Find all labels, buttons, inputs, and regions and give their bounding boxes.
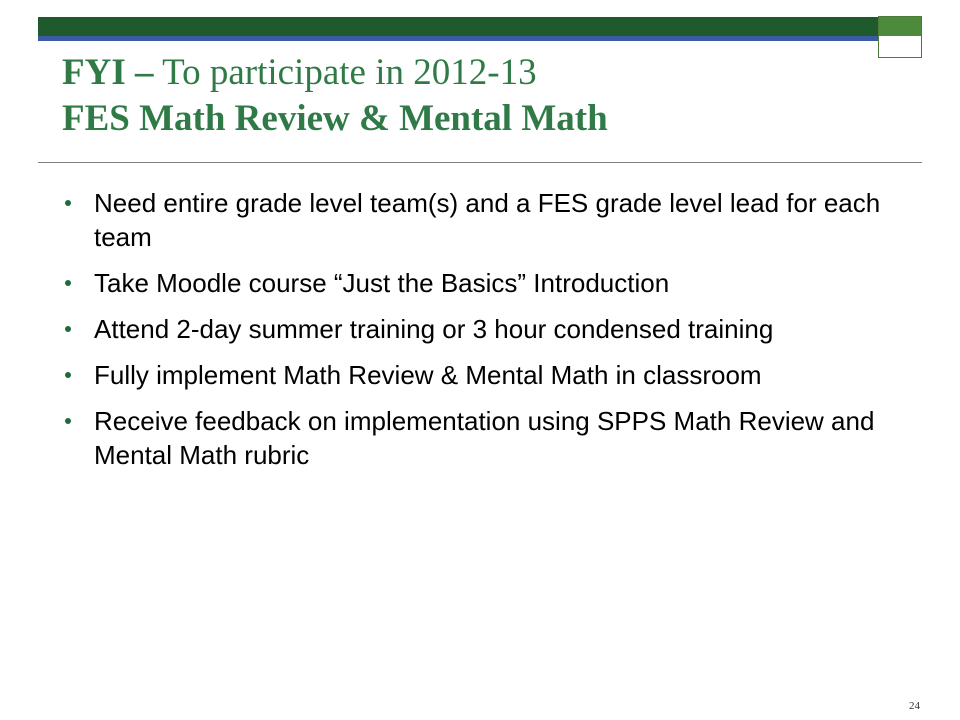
header-band-accent	[38, 36, 879, 41]
bullet-list	[62, 186, 882, 484]
bullet-icon	[65, 418, 71, 424]
bullet-text: Take Moodle course “Just the Basics” Introduction	[94, 268, 670, 298]
bullet-icon	[65, 280, 71, 286]
header-corner-fill	[879, 17, 921, 36]
title-prefix: FYI –	[62, 52, 154, 93]
list-item	[62, 312, 882, 346]
bullet-icon	[65, 372, 71, 378]
list-item	[62, 266, 882, 300]
title-line2: FES Math Review & Mental Math	[62, 98, 608, 139]
page-number: 24	[909, 700, 920, 712]
list-item	[62, 404, 882, 472]
bullet-text: Fully implement Math Review & Mental Math in classroom	[94, 360, 762, 390]
bullet-icon	[65, 200, 71, 206]
bullet-text: Need entire grade level team(s) and a FES grade level lead for each team	[94, 188, 881, 252]
bullet-icon	[65, 326, 71, 332]
list-item	[62, 186, 882, 254]
slide-title	[62, 50, 922, 142]
header-band	[38, 17, 879, 36]
bullet-text: Attend 2-day summer training or 3 hour condensed training	[94, 314, 774, 344]
bullet-text: Receive feedback on implementation using SPPS Math Review and Mental Math rubric	[94, 406, 875, 470]
list-item	[62, 358, 882, 392]
title-line1: To participate in 2012-13	[153, 52, 537, 93]
title-divider	[38, 162, 922, 163]
